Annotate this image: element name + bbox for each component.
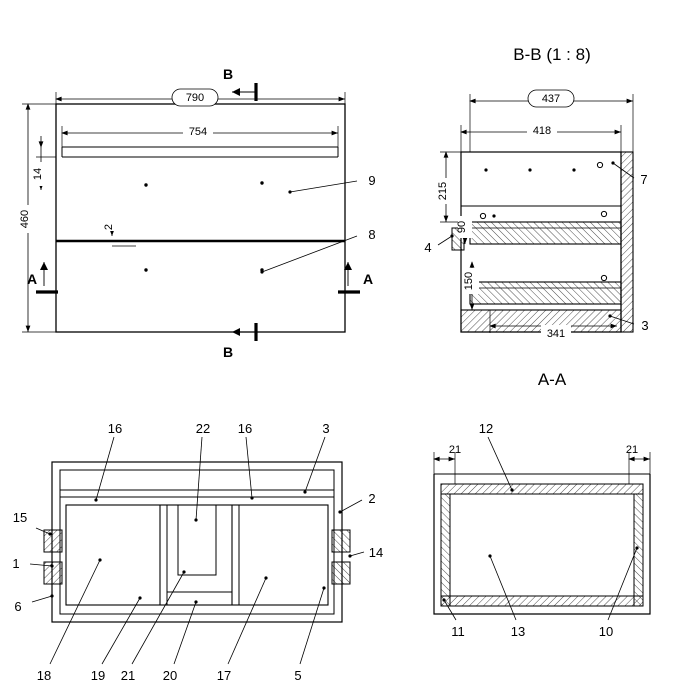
dim-437: 437: [541, 93, 561, 105]
balloon-16-left: 16: [107, 421, 123, 436]
balloon-17: 17: [216, 668, 232, 683]
front-elevation: [19, 66, 376, 360]
dim-418: 418: [532, 125, 552, 137]
dim-790: 790: [185, 92, 205, 104]
dim-754: 754: [188, 126, 208, 138]
balloon-11: 11: [451, 624, 465, 639]
balloon-18: 18: [36, 668, 52, 683]
balloon-8: 8: [368, 227, 376, 242]
dim-90: 90: [456, 220, 468, 234]
section-mark-a-right: A: [362, 271, 374, 287]
balloon-21: 21: [120, 668, 136, 683]
section-b-b: [424, 45, 648, 340]
dim-215: 215: [437, 181, 449, 201]
balloon-20: 20: [162, 668, 178, 683]
section-a-a: [434, 421, 650, 639]
section-mark-a-left: A: [26, 271, 38, 287]
balloon-1: 1: [12, 556, 20, 571]
plan-view: [12, 421, 383, 683]
section-mark-b-bottom: B: [222, 344, 234, 360]
balloon-19: 19: [90, 668, 106, 683]
balloon-14: 14: [368, 545, 384, 560]
balloon-6: 6: [14, 599, 22, 614]
title-a-a: A-A: [537, 370, 567, 389]
dim-21-left: 21: [448, 444, 462, 456]
dim-341: 341: [546, 328, 566, 340]
balloon-3-plan: 3: [322, 421, 330, 436]
balloon-2: 2: [368, 491, 376, 506]
section-mark-b-top: B: [222, 66, 234, 82]
dim-14: 14: [32, 167, 44, 181]
title-b-b: B-B (1 : 8): [513, 45, 591, 64]
dim-2: 2: [103, 223, 115, 231]
balloon-22: 22: [195, 421, 211, 436]
balloon-9: 9: [368, 173, 376, 188]
dim-21-right: 21: [625, 444, 639, 456]
balloon-12: 12: [478, 421, 494, 436]
dim-150: 150: [463, 271, 475, 291]
dim-460: 460: [19, 209, 31, 229]
balloon-3-bb: 3: [641, 318, 649, 333]
balloon-13: 13: [510, 624, 526, 639]
balloon-10: 10: [598, 624, 614, 639]
balloon-16-right: 16: [237, 421, 253, 436]
balloon-5: 5: [294, 668, 302, 683]
balloon-4: 4: [424, 240, 432, 255]
balloon-7: 7: [640, 172, 648, 187]
balloon-15: 15: [12, 510, 28, 525]
